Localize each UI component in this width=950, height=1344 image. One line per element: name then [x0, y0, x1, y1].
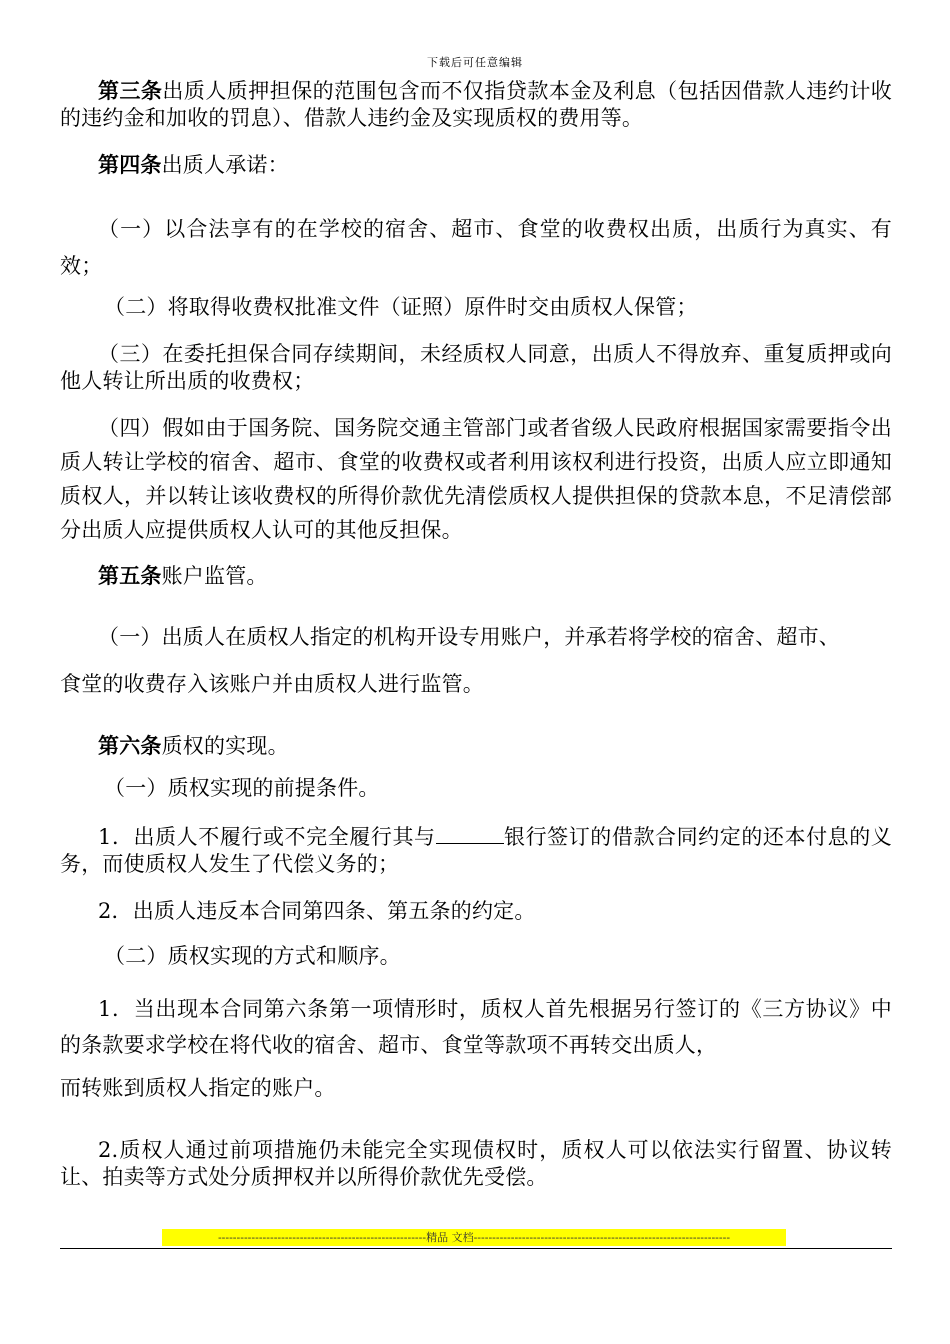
- article-5-text: 账户监管。: [161, 564, 268, 588]
- footer-divider: [60, 1248, 892, 1249]
- article-6-sub-1-item-2: 2．出质人违反本合同第四条、第五条的约定。: [98, 899, 536, 923]
- article-6-sub-2-item-2: 2.质权人通过前项措施仍未能完全实现债权时，质权人可以依法实行留置、协议转让、拍卖等方式处分质押权并以所得价款优先受偿。: [60, 1138, 892, 1189]
- article-3: [60, 77, 892, 132]
- article-6-text: 质权的实现。: [161, 734, 289, 758]
- article-6: [60, 732, 892, 760]
- article-4-item-2: （二）将取得收费权批准文件（证照）原件时交由质权人保管；: [104, 295, 698, 319]
- article-5-heading: 第五条: [98, 563, 162, 588]
- sub-1-item-1-text-a: 1．出质人不履行或不完全履行其与: [98, 825, 436, 849]
- article-3-text: 出质人质押担保的范围包含而不仅指贷款本金及利息（包括因借款人违约计收的违约金和加收的罚息）、借款人违约金及实现质权的费用等。: [60, 79, 892, 130]
- article-4-text: 出质人承诺：: [161, 153, 289, 177]
- article-5-item-1-line-1: （一）出质人在质权人指定的机构开设专用账户，并承若将学校的宿舍、超市、: [98, 625, 840, 649]
- footer-banner: --------------------------------------------------------精品 文档---------------------------------------------------------------------: [162, 1229, 786, 1246]
- article-5-item-1-line-2: 食堂的收费存入该账户并由质权人进行监管。: [60, 672, 484, 696]
- article-4: [60, 151, 892, 179]
- article-3-heading: 第三条: [98, 78, 163, 103]
- article-6-sub-1-item-1: [60, 823, 892, 878]
- article-6-sub-2-title: （二）质权实现的方式和顺序。: [104, 944, 401, 968]
- article-6-sub-2-item-1-tail: 而转账到质权人指定的账户。: [60, 1076, 336, 1100]
- article-5: [60, 562, 892, 590]
- article-4-heading: 第四条: [98, 152, 162, 177]
- article-4-item-1: （一）以合法享有的在学校的宿舍、超市、食堂的收费权出质，出质行为真实、有效；: [60, 217, 892, 278]
- article-4-item-4: （四）假如由于国务院、国务院交通主管部门或者省级人民政府根据国家需要指令出质人转让学校的宿舍、超市、食堂的收费权或者利用该权利进行投资，出质人应立即通知质权人，并以转让该收费权的所得价款优先清偿质权人提供担保的贷款本息，不足清偿部分出质人应提供质权人认可的其他反担保。: [60, 416, 892, 542]
- article-6-sub-2-item-1: 1．当出现本合同第六条第一项情形时，质权人首先根据另行签订的《三方协议》中的条款要求学校在将代收的宿舍、超市、食堂等款项不再转交出质人，: [60, 997, 892, 1057]
- article-4-item-3: （三）在委托担保合同存续期间，未经质权人同意，出质人不得放弃、重复质押或向他人转让所出质的收费权；: [60, 342, 892, 393]
- sub-1-item-1-text-b: 银行签订的借款合同约定的还本付息的义务，而使质权人发生了代偿义务的；: [60, 825, 892, 876]
- article-6-sub-1-title: （一）质权实现的前提条件。: [104, 776, 380, 800]
- article-6-heading: 第六条: [98, 733, 162, 758]
- page-header: 下载后可任意编辑: [427, 56, 523, 69]
- bank-name-blank: [436, 823, 504, 844]
